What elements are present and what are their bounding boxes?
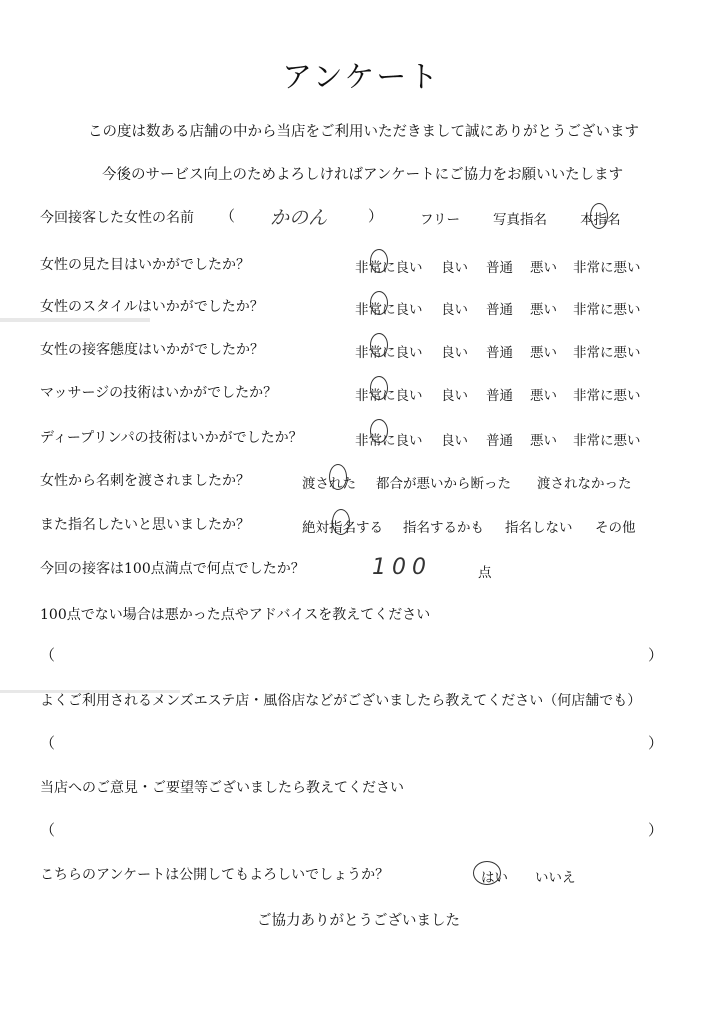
rating-bad[interactable]: 悪い	[530, 345, 557, 361]
rating-very-good[interactable]: 非常に良い	[355, 388, 423, 404]
rating-question: ディープリンパの技術はいかがでしたか？	[40, 430, 303, 446]
advice-answer-field[interactable]	[60, 646, 640, 666]
answer-circle	[370, 419, 388, 443]
name-close-paren: ）	[368, 207, 384, 225]
score-question-label: 今回の接客は100点満点で何点でしたか？	[40, 561, 305, 577]
renominate-question-label: また指名したいと思いましたか？	[40, 517, 250, 533]
rating-average[interactable]: 普通	[486, 345, 513, 361]
answer-circle	[370, 376, 388, 400]
rating-good[interactable]: 良い	[441, 388, 468, 404]
advice-question-label: 100点でない場合は悪かった点やアドバイスを教えてください	[40, 607, 431, 623]
rating-good[interactable]: 良い	[441, 345, 468, 361]
rating-very-good[interactable]: 非常に良い	[355, 345, 423, 361]
card-question-label: 女性から名刺を渡されましたか？	[40, 473, 250, 489]
rating-average[interactable]: 普通	[486, 260, 513, 276]
rating-question: 女性のスタイルはいかがでしたか？	[40, 299, 264, 315]
score-unit: 点	[478, 565, 492, 581]
rating-very-bad[interactable]: 非常に悪い	[573, 302, 641, 318]
answer-circle	[370, 333, 388, 357]
rating-very-bad[interactable]: 非常に悪い	[573, 433, 641, 449]
answer-circle	[370, 249, 388, 273]
rating-very-bad[interactable]: 非常に悪い	[573, 345, 641, 361]
opinion-question-label: 当店へのご意見・ご要望等ございましたら教えてください	[40, 780, 404, 796]
renominate-option-definitely[interactable]: 絶対指名する	[302, 520, 383, 536]
other-shops-close-paren: ）	[648, 734, 664, 752]
opinion-open-paren: （	[40, 821, 56, 839]
rating-question: マッサージの技術はいかがでしたか？	[40, 385, 278, 401]
score-answer[interactable]: 100	[372, 555, 432, 580]
advice-close-paren: ）	[648, 646, 664, 664]
option-photo-nomination[interactable]: 写真指名	[493, 212, 547, 228]
rating-bad[interactable]: 悪い	[530, 433, 557, 449]
intro-line-1: この度は数ある店舗の中から当店をご利用いただきまして誠にありがとうございます	[88, 124, 639, 140]
rating-average[interactable]: 普通	[486, 433, 513, 449]
advice-open-paren: （	[40, 646, 56, 664]
answer-circle	[590, 203, 608, 229]
answer-circle	[370, 291, 388, 315]
rating-question: 女性の接客態度はいかがでしたか？	[40, 342, 264, 358]
scan-mark	[0, 318, 150, 322]
card-option-not-received[interactable]: 渡されなかった	[537, 476, 632, 492]
card-option-declined[interactable]: 都合が悪いから断った	[376, 476, 511, 492]
rating-very-good[interactable]: 非常に良い	[355, 302, 423, 318]
intro-line-2: 今後のサービス向上のためよろしければアンケートにご協力をお願いいたします	[102, 167, 624, 183]
rating-very-good[interactable]: 非常に良い	[355, 260, 423, 276]
closing-text: ご協力ありがとうございました	[257, 913, 460, 929]
name-open-paren: （	[220, 207, 236, 225]
rating-very-bad[interactable]: 非常に悪い	[573, 388, 641, 404]
rating-very-good[interactable]: 非常に良い	[355, 433, 423, 449]
card-option-received[interactable]: 渡された	[302, 476, 356, 492]
publish-question-label: こちらのアンケートは公開してもよろしいでしょうか？	[40, 867, 390, 883]
renominate-option-other[interactable]: その他	[595, 520, 636, 536]
opinion-close-paren: ）	[648, 821, 664, 839]
rating-bad[interactable]: 悪い	[530, 388, 557, 404]
other-shops-answer-field[interactable]	[60, 734, 640, 754]
rating-good[interactable]: 良い	[441, 433, 468, 449]
page-title: アンケート	[282, 60, 441, 95]
rating-average[interactable]: 普通	[486, 388, 513, 404]
option-free[interactable]: フリー	[420, 212, 460, 228]
opinion-answer-field[interactable]	[60, 821, 640, 841]
name-question-label: 今回接客した女性の名前	[40, 210, 194, 226]
answer-circle	[329, 464, 347, 490]
rating-good[interactable]: 良い	[441, 260, 468, 276]
publish-option-no[interactable]: いいえ	[535, 870, 576, 886]
publish-option-yes[interactable]: はい	[481, 870, 508, 886]
other-shops-question-label: よくご利用されるメンズエステ店・風俗店などがございましたら教えてください（何店舗でも）	[40, 693, 642, 709]
rating-good[interactable]: 良い	[441, 302, 468, 318]
name-answer[interactable]: かのん	[270, 207, 328, 229]
renominate-option-maybe[interactable]: 指名するかも	[403, 520, 484, 536]
answer-circle	[332, 509, 350, 535]
rating-bad[interactable]: 悪い	[530, 260, 557, 276]
option-main-nomination[interactable]: 本指名	[580, 212, 621, 228]
other-shops-open-paren: （	[40, 734, 56, 752]
renominate-option-no[interactable]: 指名しない	[505, 520, 573, 536]
rating-very-bad[interactable]: 非常に悪い	[573, 260, 641, 276]
rating-bad[interactable]: 悪い	[530, 302, 557, 318]
rating-average[interactable]: 普通	[486, 302, 513, 318]
rating-question: 女性の見た目はいかがでしたか？	[40, 257, 250, 273]
answer-circle	[473, 861, 501, 885]
